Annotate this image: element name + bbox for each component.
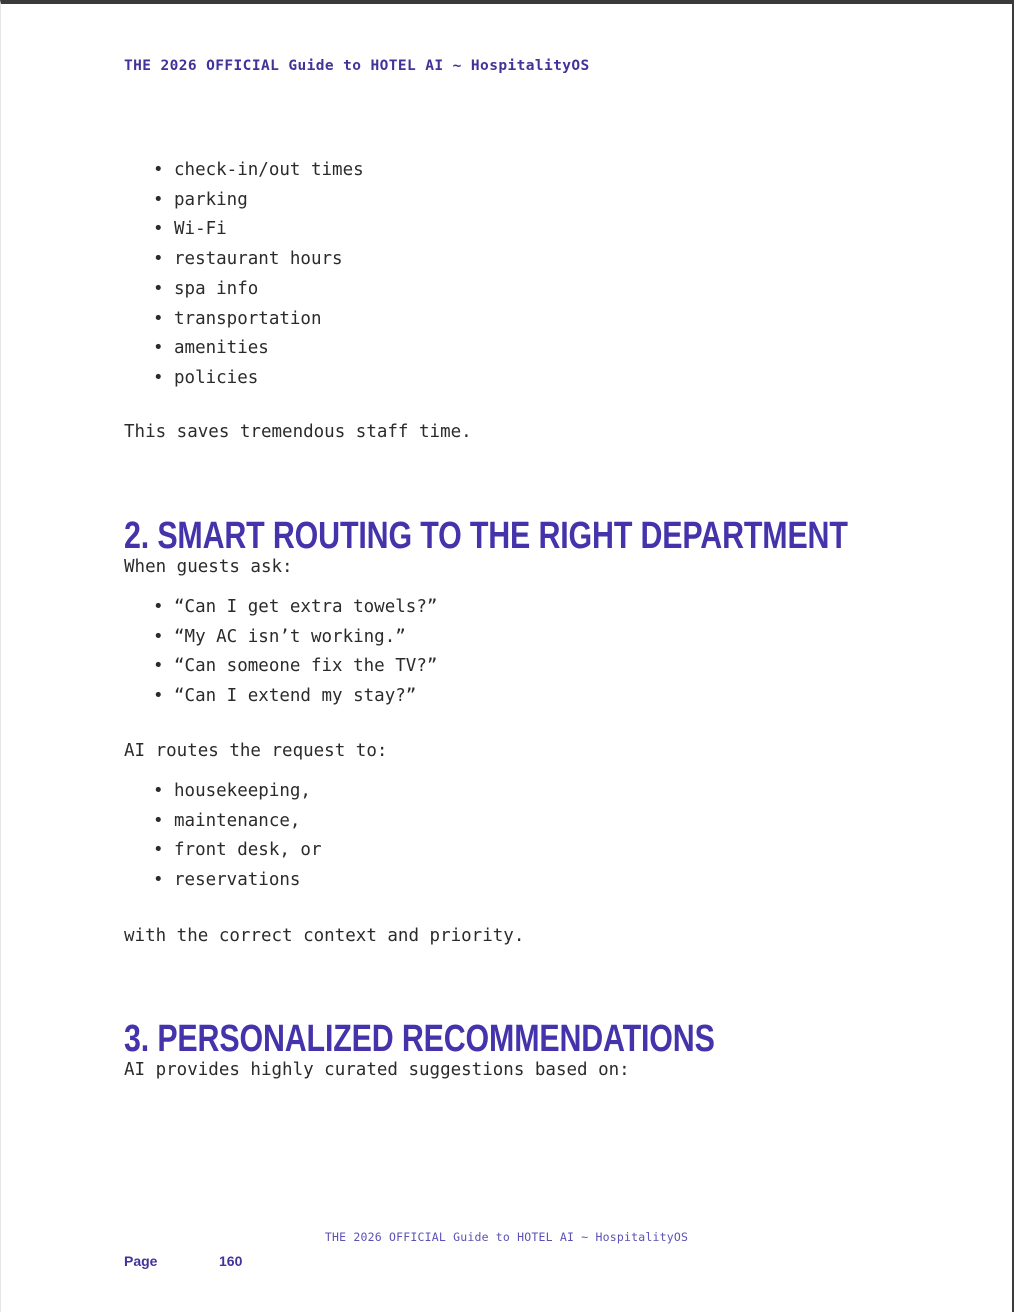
list-item: • check-in/out times <box>151 156 364 186</box>
list-item: • “My AC isn’t working.” <box>151 623 437 653</box>
list-item: • amenities <box>151 334 364 364</box>
list-item: • policies <box>151 364 364 394</box>
list-item: • reservations <box>151 866 322 896</box>
personalized-recommendations-intro-paragraph: AI provides highly curated suggestions based on: <box>124 1060 630 1080</box>
list-item: • spa info <box>151 275 364 305</box>
routing-targets-list <box>151 777 322 896</box>
footer-page-number: 160 <box>219 1253 243 1269</box>
section-heading-personalized-recommendations: 3. PERSONALIZED RECOMMENDATIONS <box>124 1017 715 1060</box>
list-item: • maintenance, <box>151 807 322 837</box>
guest-questions-list <box>151 593 437 712</box>
list-item: • “Can I extend my stay?” <box>151 682 437 712</box>
list-item: • front desk, or <box>151 836 322 866</box>
list-item: • housekeeping, <box>151 777 322 807</box>
info-list-closing-paragraph: This saves tremendous staff time. <box>124 422 472 442</box>
smart-routing-intro-paragraph: When guests ask: <box>124 557 293 577</box>
list-item: • “Can I get extra towels?” <box>151 593 437 623</box>
smart-routing-closing-paragraph: with the correct context and priority. <box>124 926 525 946</box>
footer-page-label: Page <box>124 1253 158 1269</box>
footer-caption: THE 2026 OFFICIAL Guide to HOTEL AI ~ HospitalityOS <box>324 1230 689 1244</box>
routing-paragraph: AI routes the request to: <box>124 741 388 761</box>
list-item: • restaurant hours <box>151 245 364 275</box>
info-list <box>151 156 364 394</box>
list-item: • Wi-Fi <box>151 215 364 245</box>
list-item: • transportation <box>151 305 364 335</box>
running-header: THE 2026 OFFICIAL Guide to HOTEL AI ~ HospitalityOS <box>124 58 590 74</box>
section-heading-smart-routing: 2. SMART ROUTING TO THE RIGHT DEPARTMENT <box>124 514 848 557</box>
list-item: • “Can someone fix the TV?” <box>151 652 437 682</box>
list-item: • parking <box>151 186 364 216</box>
